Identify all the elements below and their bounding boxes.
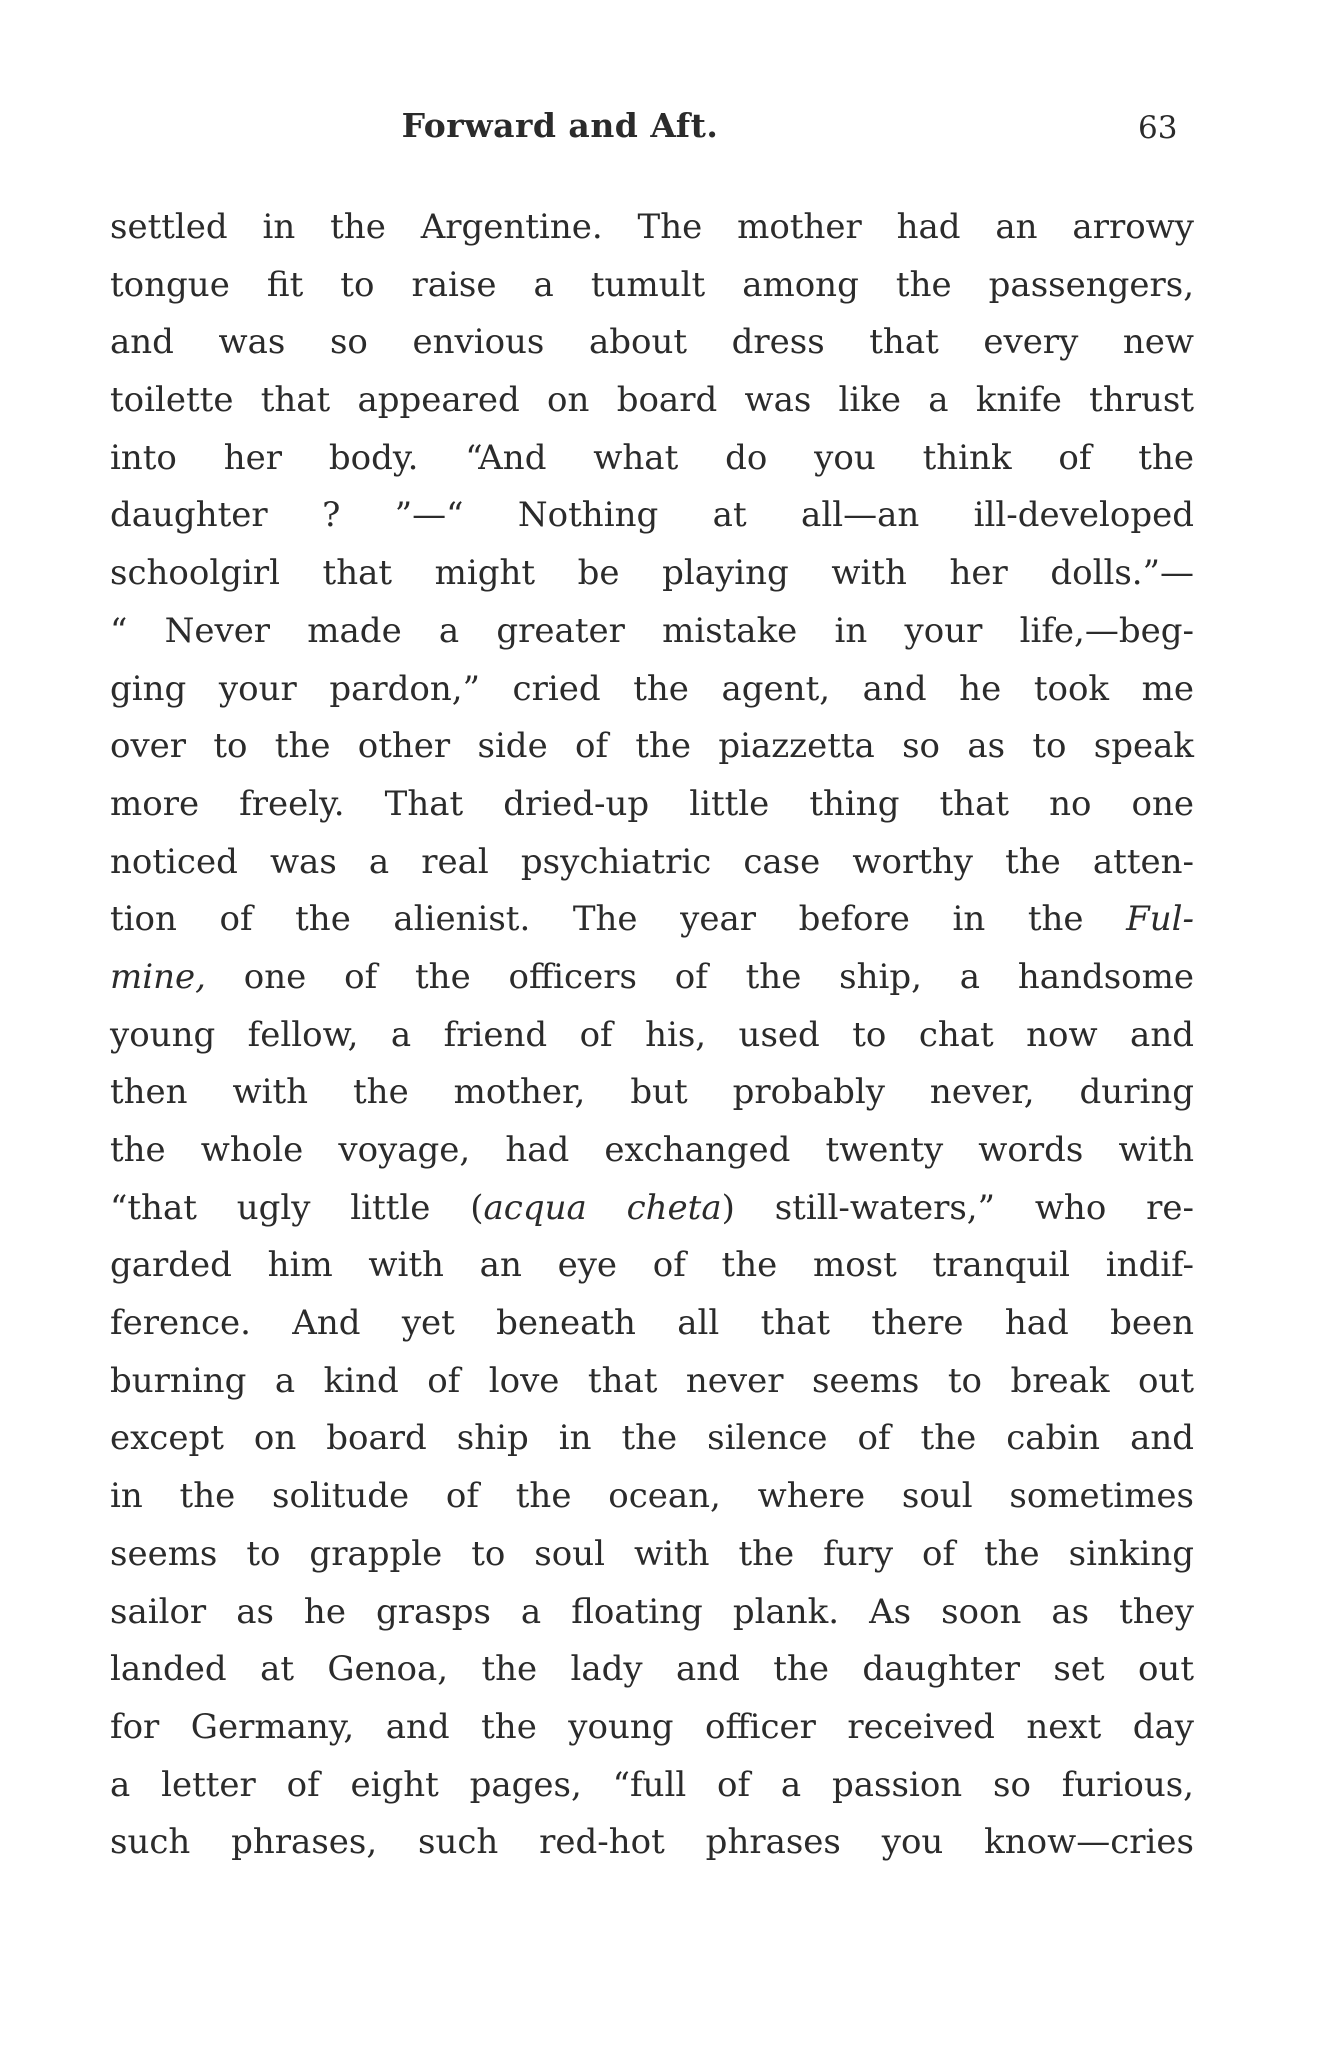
text-line: seems to grapple to soul with the fury of the sinking [110,1533,1194,1574]
text-line: toilette that appeared on board was like a knife thrust [110,380,1194,421]
text-line: the whole voyage, had exchanged twenty words with [110,1130,1194,1170]
text-line: then with the mother, but probably never, during [110,1072,1194,1113]
text-line: ference. And yet beneath all that there had been [110,1303,1194,1344]
text-line: in the solitude of the ocean, where soul sometimes [110,1476,1194,1517]
text-line: “that ugly little (acqua cheta) still-waters,” who re- [110,1187,1194,1228]
page-number: 63 [1138,110,1178,146]
text-line: tion of the alienist. The year before in the Ful- [110,899,1194,940]
italic-phrase: Ful- [1126,899,1194,940]
running-title: Forward and Aft. [401,106,719,145]
italic-phrase: acqua cheta [483,1187,722,1228]
text-line: into her body. “And what do you think of the [110,437,1194,478]
text-line: sailor as he grasps a floating plank. As soon as they [110,1591,1194,1632]
text-line: noticed was a real psychiatric case worthy the atten- [110,841,1194,882]
text-line: a letter of eight pages, “full of a passion so furious, [110,1764,1194,1805]
text-line: schoolgirl that might be playing with her dolls.”— [110,553,1194,594]
text-line: and was so envious about dress that every new [110,322,1194,363]
text-line: “ Never made a greater mistake in your life,—beg- [110,610,1194,651]
running-head [0,100,1328,160]
italic-phrase: mine, [110,956,206,997]
text-line: more freely. That dried-up little thing that no one [110,783,1194,824]
text-line: mine, one of the officers of the ship, a handsome [110,956,1194,997]
text-line: over to the other side of the piazzetta so as to speak [110,726,1194,767]
text-line: except on board ship in the silence of the cabin and [110,1418,1194,1459]
text-line: garded him with an eye of the most tranquil indif- [110,1245,1194,1286]
text-line: tongue fit to raise a tumult among the passengers, [110,264,1194,305]
text-line: such phrases, such red-hot phrases you know—cries [110,1822,1194,1863]
body-text [110,199,1194,1872]
text-line: burning a kind of love that never seems to break out [110,1360,1194,1401]
text-line: young fellow, a friend of his, used to chat now and [110,1014,1194,1055]
text-line: landed at Genoa, the lady and the daughter set out [110,1649,1194,1690]
text-line: settled in the Argentine. The mother had an arrowy [110,207,1194,247]
text-line: for Germany, and the young officer received next day [110,1706,1194,1747]
text-line: ging your pardon,” cried the agent, and he took me [110,668,1194,709]
text-line: daughter ? ”—“ Nothing at all—an ill-developed [110,495,1194,536]
